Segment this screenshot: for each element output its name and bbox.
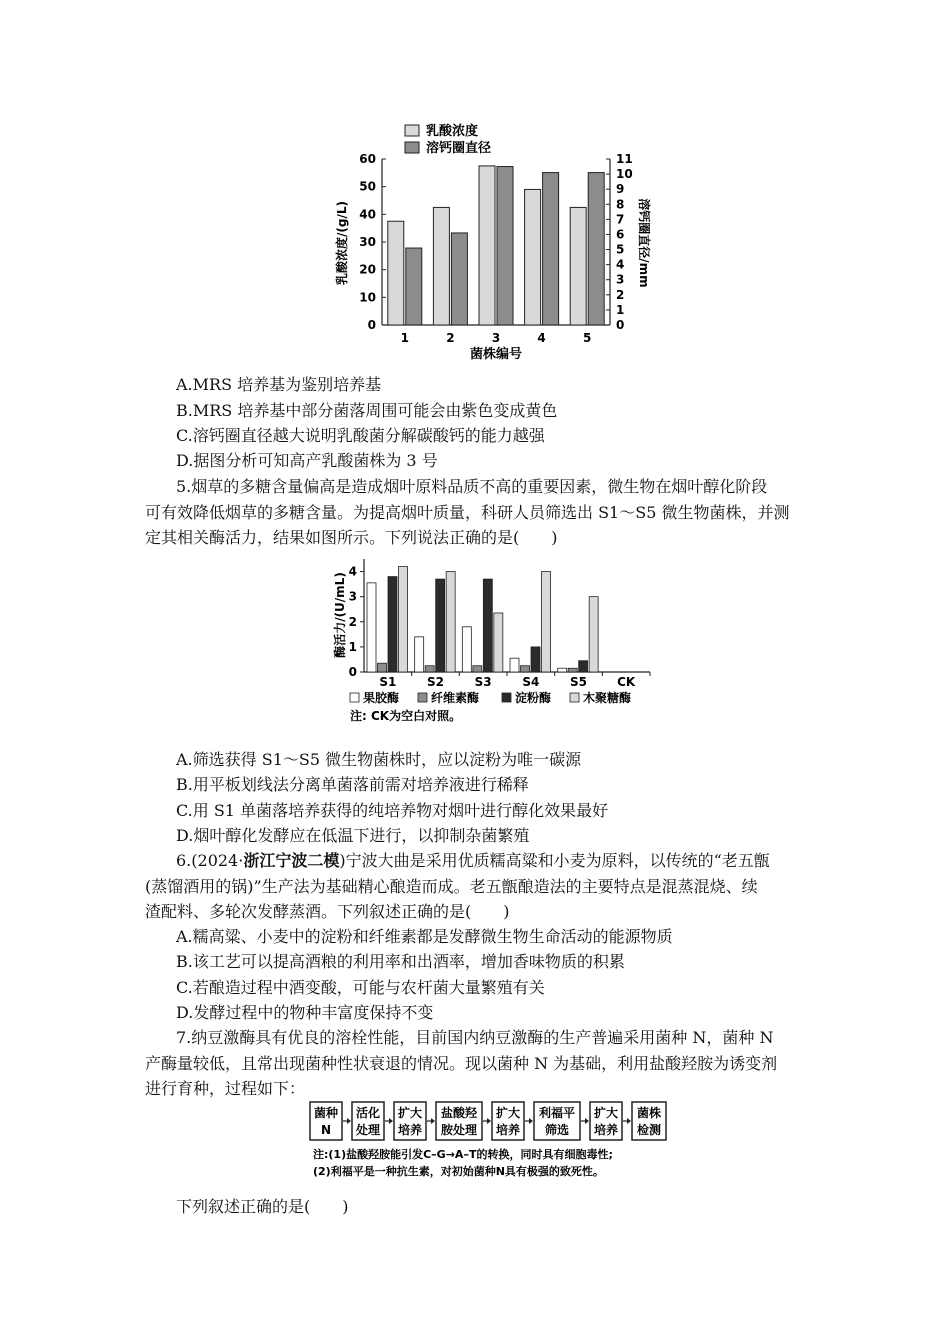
y-tick-label-right: 6 (616, 227, 625, 242)
c2-x-tick-label: S5 (570, 675, 587, 689)
c2-x-tick-label: S3 (474, 675, 492, 689)
c2-y-tick-label: 0 (348, 665, 357, 679)
q5-line-1: 5.烟草的多糖含量偏高是造成烟叶原料品质不高的重要因素，微生物在烟叶醇化阶段 (176, 477, 768, 496)
y-tick-label-right: 1 (616, 302, 625, 317)
q5-option-c: C.用 S1 单菌落培养获得的纯培养物对烟叶进行醇化效果最好 (176, 801, 609, 820)
y-tick-label-left: 10 (359, 290, 376, 305)
c2-x-tick-label: S2 (427, 675, 444, 689)
bar-circle-3 (497, 167, 513, 325)
c2-bar-1-S3 (473, 666, 482, 672)
c2-bar-0-S4 (510, 658, 519, 672)
y-tick-label-left: 50 (359, 179, 376, 194)
y-tick-label-right: 8 (616, 197, 625, 212)
y-tick-label-left: 60 (359, 152, 376, 166)
q6-option-c: C.若酿造过程中酒变酸，可能与农杆菌大量繁殖有关 (176, 978, 545, 997)
flow-step-label-bottom: 培养 (495, 1123, 521, 1137)
c2-legend-label: 果胶酶 (363, 691, 400, 705)
y-tick-label-left: 20 (359, 262, 376, 277)
legend-swatch-lactic (405, 125, 419, 136)
y-tick-label-right: 7 (616, 212, 625, 227)
y-tick-label-right: 9 (616, 182, 625, 197)
c2-bar-2-S1 (388, 577, 397, 672)
c2-x-tick-label: CK (617, 675, 636, 689)
q7-line-1: 7.纳豆激酶具有优良的溶栓性能，目前国内纳豆激酶的生产普遍采用菌种 N，菌种 N (176, 1028, 774, 1047)
enzyme-activity-chart (330, 553, 660, 725)
q6-source: 浙江宁波二模 (243, 851, 340, 870)
flow-step-label-bottom: 培养 (397, 1123, 423, 1137)
c2-bar-2-S4 (531, 647, 540, 672)
c2-legend-swatch (418, 693, 427, 702)
y-tick-label-right: 11 (616, 152, 633, 166)
flow-arrow-head (585, 1118, 589, 1124)
q6-option-a: A.糯高粱、小麦中的淀粉和纤维素都是发酵微生物生命活动的能源物质 (176, 927, 673, 946)
c2-legend-swatch (350, 693, 359, 702)
c2-bar-3-S2 (446, 572, 455, 672)
c2-bar-2-S3 (483, 579, 492, 672)
c2-bar-3-S4 (542, 572, 551, 672)
y-tick-label-left: 0 (367, 318, 376, 332)
q4-option-b: B.MRS 培养基中部分菌落周围可能会由紫色变成黄色 (176, 401, 558, 420)
c2-legend-label: 淀粉酶 (515, 691, 552, 705)
flow-step-label-top: 扩大 (593, 1106, 619, 1120)
x-tick-label: 5 (583, 331, 592, 345)
y-tick-label-right: 2 (616, 287, 625, 302)
c2-bar-1-S1 (378, 663, 387, 672)
c2-bar-1-S2 (425, 666, 434, 672)
q4-option-d: D.据图分析可知高产乳酸菌株为 3 号 (176, 451, 438, 470)
q6-line-3: 渣配料、多轮次发酵蒸酒。下列叙述正确的是( ) (145, 902, 510, 921)
x-axis-label: 菌株编号 (469, 347, 523, 362)
c2-bar-3-S5 (589, 597, 598, 672)
bar-circle-1 (406, 248, 422, 325)
flow-note-2: (2)利福平是一种抗生素，对初始菌种N具有极强的致死性。 (313, 1165, 604, 1178)
c2-bar-2-S5 (579, 661, 588, 672)
flow-note-1: 注:(1)盐酸羟胺能引发C–G→A–T的转换，同时具有细胞毒性; (313, 1148, 613, 1161)
bar-lactic-5 (570, 207, 586, 325)
c2-bar-0-S3 (462, 627, 471, 672)
legend-swatch-circle (405, 142, 419, 153)
y-tick-label-left: 30 (359, 235, 376, 249)
c2-bar-1-S5 (568, 668, 577, 672)
q4-option-a: A.MRS 培养基为鉴别培养基 (176, 375, 382, 394)
flow-step-label-top: 扩大 (397, 1106, 423, 1120)
flow-step-label-top: 活化 (355, 1106, 381, 1120)
bar-lactic-4 (525, 189, 541, 325)
flow-arrow-head (431, 1118, 435, 1124)
c2-y-axis-label: 酶活力/(U/mL) (333, 572, 347, 658)
flow-step-label-bottom: 胺处理 (440, 1123, 478, 1137)
c2-bar-1-S4 (521, 666, 530, 672)
q4-option-c: C.溶钙圈直径越大说明乳酸菌分解碳酸钙的能力越强 (176, 426, 545, 445)
bar-lactic-1 (388, 221, 404, 325)
q5-option-b: B.用平板划线法分离单菌落前需对培养液进行稀释 (176, 775, 529, 794)
y-tick-label-right: 5 (616, 242, 625, 257)
x-tick-label: 4 (537, 331, 546, 345)
y-tick-label-left: 40 (359, 207, 376, 222)
c2-y-tick-label: 1 (348, 639, 357, 654)
legend-label-circle: 溶钙圈直径 (426, 141, 492, 156)
q5-option-a: A.筛选获得 S1～S5 微生物菌株时，应以淀粉为唯一碳源 (176, 750, 582, 769)
bar-circle-5 (588, 173, 604, 325)
q6-line-2: (蒸馏酒用的锅)”生产法为基础精心酿造而成。老五甑酿造法的主要特点是混蒸混烧、续 (145, 877, 758, 896)
y-axis-label-left: 乳酸浓度/(g/L) (335, 201, 349, 285)
flow-step-label-bottom: 培养 (593, 1123, 619, 1137)
c2-y-tick-label: 2 (348, 614, 357, 629)
q7-line-3: 进行育种，过程如下： (145, 1079, 306, 1098)
q6-option-b: B.该工艺可以提高酒粮的利用率和出酒率，增加香味物质的积累 (176, 952, 625, 971)
q6-prefix: 6.(2024· (176, 851, 244, 870)
c2-y-tick-label: 3 (348, 589, 357, 604)
q5-line-3: 定其相关酶活力，结果如图所示。下列说法正确的是( ) (145, 528, 558, 547)
c2-bar-0-S2 (415, 637, 424, 672)
flow-step-label-top: 盐酸羟 (440, 1106, 478, 1120)
c2-note: 注: CK为空白对照。 (350, 709, 462, 723)
x-tick-label: 2 (446, 331, 455, 345)
q6-line-1 (176, 850, 770, 872)
flow-arrow-head (627, 1118, 631, 1124)
lactic-acid-chart (330, 115, 660, 370)
c2-x-tick-label: S1 (379, 675, 397, 689)
c2-x-tick-label: S4 (522, 675, 540, 689)
x-tick-label: 3 (491, 331, 501, 345)
c2-bar-0-S1 (367, 583, 376, 672)
c2-legend-label: 纤维素酶 (431, 691, 480, 705)
c2-bar-3-S3 (494, 613, 503, 672)
flow-step-label-top: 菌种 (313, 1106, 339, 1120)
bar-lactic-2 (433, 207, 449, 325)
q7-line-2: 产酶量较低，且常出现菌种性状衰退的情况。现以菌种 N 为基础，利用盐酸羟胺为诱变剂 (145, 1054, 778, 1073)
flow-step-label-top: 扩大 (495, 1106, 521, 1120)
bar-circle-2 (451, 233, 467, 325)
c2-legend-swatch (570, 693, 579, 702)
breeding-flow-diagram (305, 1098, 685, 1184)
c2-bar-2-S2 (436, 579, 445, 672)
y-tick-label-right: 3 (616, 272, 625, 287)
q6-line-1-rest: )宁波大曲是采用优质糯高粱和小麦为原料，以传统的“老五甑 (339, 851, 770, 870)
q5-option-d: D.烟叶醇化发酵应在低温下进行，以抑制杂菌繁殖 (176, 826, 530, 845)
flow-arrow-head (487, 1118, 491, 1124)
x-tick-label: 1 (400, 331, 409, 345)
flow-step-label-bottom: N (320, 1123, 332, 1137)
flow-step-label-bottom: 筛选 (544, 1123, 570, 1137)
flow-step-label-top: 菌株 (636, 1106, 662, 1120)
flow-step-label-bottom: 检测 (636, 1123, 662, 1137)
flow-step-label-bottom: 处理 (355, 1123, 381, 1137)
q5-line-2: 可有效降低烟草的多糖含量。为提高烟叶质量，科研人员筛选出 S1～S5 微生物菌株，并测 (145, 503, 790, 522)
bar-lactic-3 (479, 166, 495, 325)
c2-y-tick-label: 4 (348, 564, 357, 579)
flow-arrow-head (529, 1118, 533, 1124)
flow-arrow-head (389, 1118, 393, 1124)
legend-label-lactic: 乳酸浓度 (426, 124, 479, 139)
c2-legend-swatch (502, 693, 511, 702)
y-tick-label-right: 10 (616, 167, 633, 182)
y-tick-label-right: 0 (616, 318, 625, 332)
flow-step-label-top: 利福平 (538, 1106, 576, 1120)
c2-bar-0-S5 (558, 668, 567, 672)
q6-option-d: D.发酵过程中的物种丰富度保持不变 (176, 1003, 434, 1022)
q7-question: 下列叙述正确的是( ) (176, 1197, 349, 1216)
bar-circle-4 (543, 173, 559, 325)
flow-arrow-head (347, 1118, 351, 1124)
c2-bar-3-S1 (399, 567, 408, 672)
c2-legend-label: 木聚糖酶 (583, 691, 632, 705)
y-tick-label-right: 4 (616, 257, 625, 272)
y-axis-label-right: 溶钙圈直径/mm (637, 198, 651, 288)
